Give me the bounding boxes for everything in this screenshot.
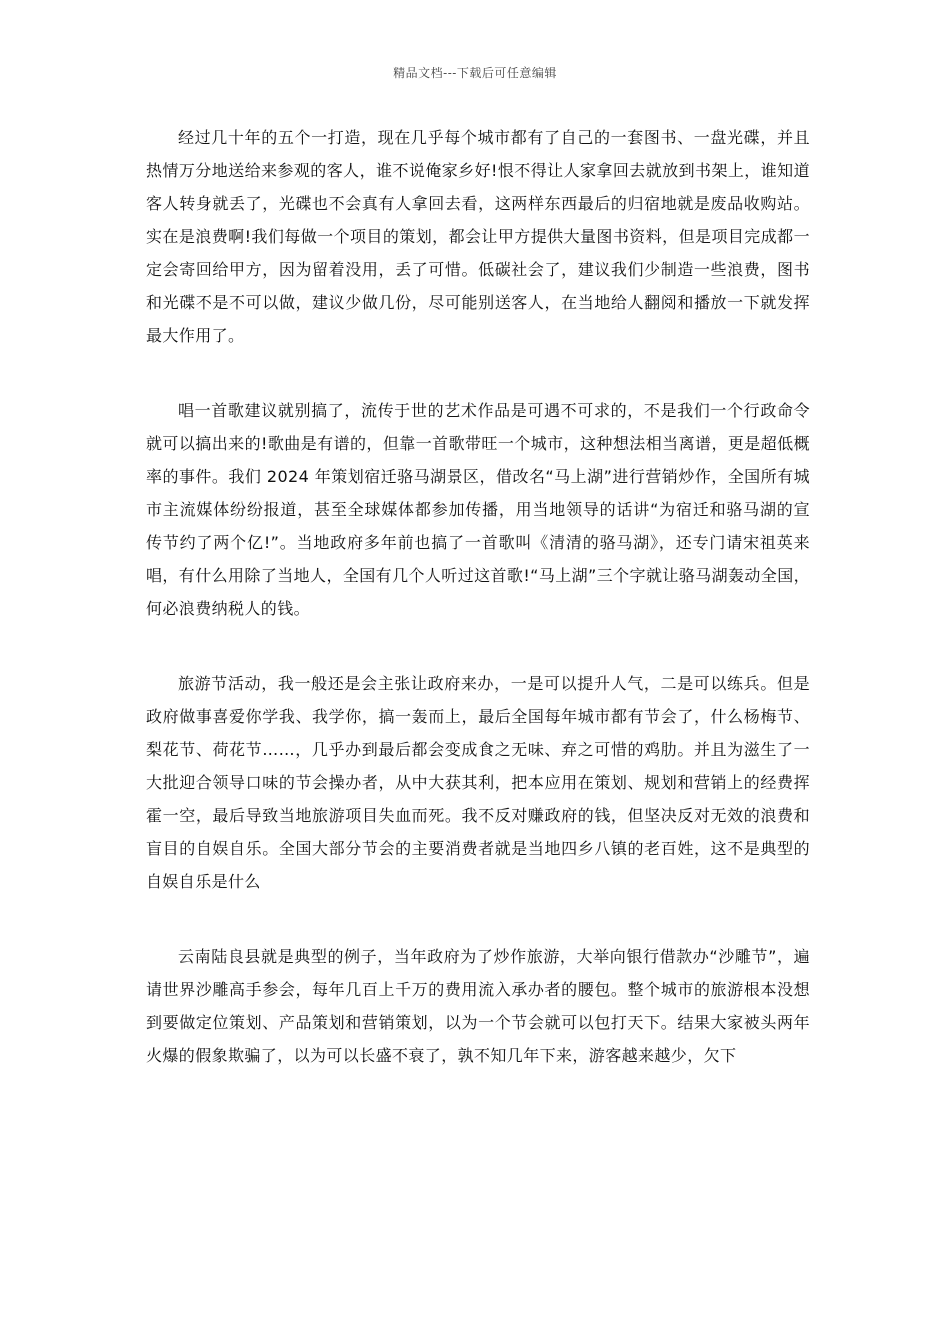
- page-header: 精品文档---下载后可任意编辑: [393, 66, 557, 80]
- paragraph-3: 旅游节活动，我一般还是会主张让政府来办，一是可以提升人气，二是可以练兵。但是政府做事喜爱你学我、我学你，搞一轰而上，最后全国每年城市都有节会了，什么杨梅节、梨花节、荷花节……，几乎办到最后都会变成食之无味、弃之可惜的鸡肋。并且为滋生了一大批迎合领导口味的节会操办者，从中大获其利，把本应用在策划、规划和营销上的经费挥霍一空，最后导致当地旅游项目失血而死。我不反对赚政府的钱，但坚决反对无效的浪费和盲目的自娱自乐。全国大部分节会的主要消费者就是当地四乡八镇的老百姓，这不是典型的自娱自乐是什么: [146, 674, 810, 891]
- paragraph-4: 云南陆良县就是典型的例子，当年政府为了炒作旅游，大举向银行借款办“沙雕节”，遍请世界沙雕高手参会，每年几百上千万的费用流入承办者的腰包。整个城市的旅游根本没想到要做定位策划、产品策划和营销策划，以为一个节会就可以包打天下。结果大家被头两年火爆的假象欺骗了，以为可以长盛不衰了，孰不知几年下来，游客越来越少，欠下: [146, 947, 810, 1065]
- document-body: [146, 121, 810, 1114]
- paragraph-1: 经过几十年的五个一打造，现在几乎每个城市都有了自己的一套图书、一盘光碟，并且热情万分地送给来参观的客人，谁不说俺家乡好!恨不得让人家拿回去就放到书架上，谁知道客人转身就丢了，光碟也不会真有人拿回去看，这两样东西最后的归宿地就是废品收购站。实在是浪费啊!我们每做一个项目的策划，都会让甲方提供大量图书资料，但是项目完成都一定会寄回给甲方，因为留着没用，丢了可惜。低碳社会了，建议我们少制造一些浪费，图书和光碟不是不可以做，建议少做几份，尽可能别送客人，在当地给人翻阅和播放一下就发挥最大作用了。: [146, 128, 810, 345]
- paragraph-2: 唱一首歌建议就别搞了，流传于世的艺术作品是可遇不可求的，不是我们一个行政命令就可以搞出来的!歌曲是有谱的，但靠一首歌带旺一个城市，这种想法相当离谱，更是超低概率的事件。我们 2024 年策划宿迁骆马湖景区，借改名“马上湖”进行营销炒作，全国所有城市主流媒体纷纷报道，甚至全球媒体都参加传播，用当地领导的话讲“为宿迁和骆马湖的宣传节约了两个亿!”。当地政府多年前也搞了一首歌叫《清清的骆马湖》，还专门请宋祖英来唱，有什么用除了当地人，全国有几个人听过这首歌!“马上湖”三个字就让骆马湖轰动全国，何必浪费纳税人的钱。: [146, 401, 810, 618]
